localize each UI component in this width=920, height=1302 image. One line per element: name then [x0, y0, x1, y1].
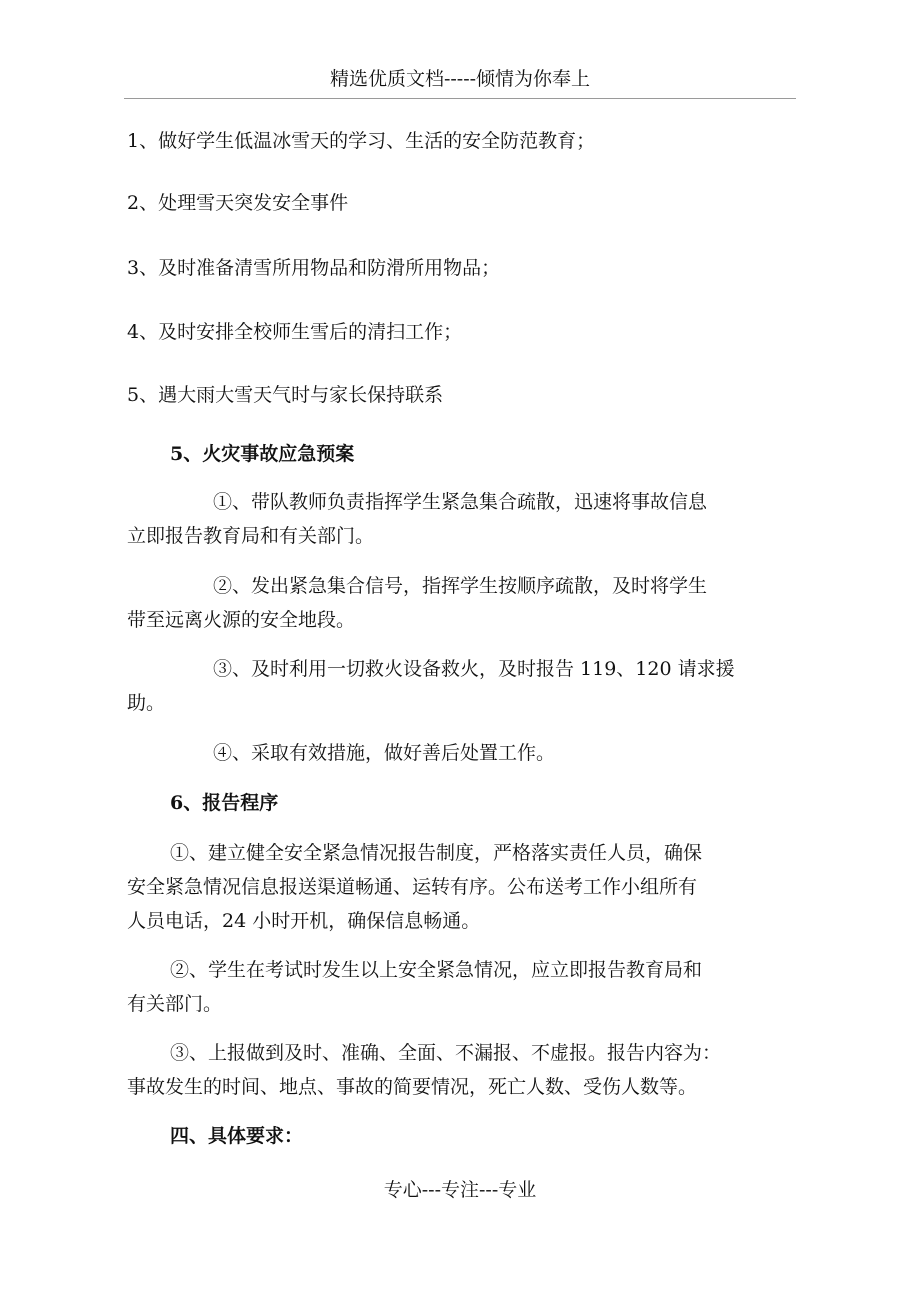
- page-footer: 专心---专注---专业: [383, 1179, 537, 1201]
- fire-paragraph-3-line-2: 助。: [127, 692, 166, 714]
- section-heading-requirements: 四、具体要求：: [170, 1125, 304, 1147]
- section-heading-report: 6、报告程序: [170, 792, 279, 814]
- report-paragraph-3-line-2: 事故发生的时间、地点、事故的简要情况，死亡人数、受伤人数等。: [127, 1076, 698, 1098]
- report-paragraph-2-line-1: ②、学生在考试时发生以上安全紧急情况，应立即报告教育局和: [170, 959, 703, 981]
- section-heading-fire: 5、火灾事故应急预案: [170, 443, 355, 465]
- fire-paragraph-3-line-1: ③、及时利用一切救火设备救火，及时报告 119、120 请求援: [213, 658, 735, 680]
- report-paragraph-1-line-2: 安全紧急情况信息报送渠道畅通、运转有序。公布送考工作小组所有: [127, 876, 698, 898]
- report-paragraph-2-line-2: 有关部门。: [127, 993, 223, 1015]
- list-item: 2、处理雪天突发安全事件: [127, 192, 349, 214]
- fire-paragraph-1-line-1: ①、带队教师负责指挥学生紧急集合疏散，迅速将事故信息: [213, 491, 708, 513]
- list-item: 4、及时安排全校师生雪后的清扫工作；: [127, 321, 463, 343]
- page-header: 精选优质文档-----倾情为你奉上: [124, 64, 796, 99]
- list-item: 3、及时准备清雪所用物品和防滑所用物品；: [127, 257, 501, 279]
- fire-paragraph-2-line-2: 带至远离火源的安全地段。: [127, 609, 356, 631]
- report-paragraph-1-line-3: 人员电话，24 小时开机，确保信息畅通。: [127, 910, 481, 932]
- fire-paragraph-1-line-2: 立即报告教育局和有关部门。: [127, 525, 375, 547]
- list-item: 1、做好学生低温冰雪天的学习、生活的安全防范教育；: [127, 130, 596, 152]
- fire-paragraph-2-line-1: ②、发出紧急集合信号，指挥学生按顺序疏散，及时将学生: [213, 575, 708, 597]
- list-item: 5、遇大雨大雪天气时与家长保持联系: [127, 384, 444, 406]
- fire-paragraph-4: ④、采取有效措施，做好善后处置工作。: [213, 742, 556, 764]
- report-paragraph-1-line-1: ①、建立健全安全紧急情况报告制度，严格落实责任人员，确保: [170, 842, 703, 864]
- report-paragraph-3-line-1: ③、上报做到及时、准确、全面、不漏报、不虚报。报告内容为：: [170, 1042, 722, 1064]
